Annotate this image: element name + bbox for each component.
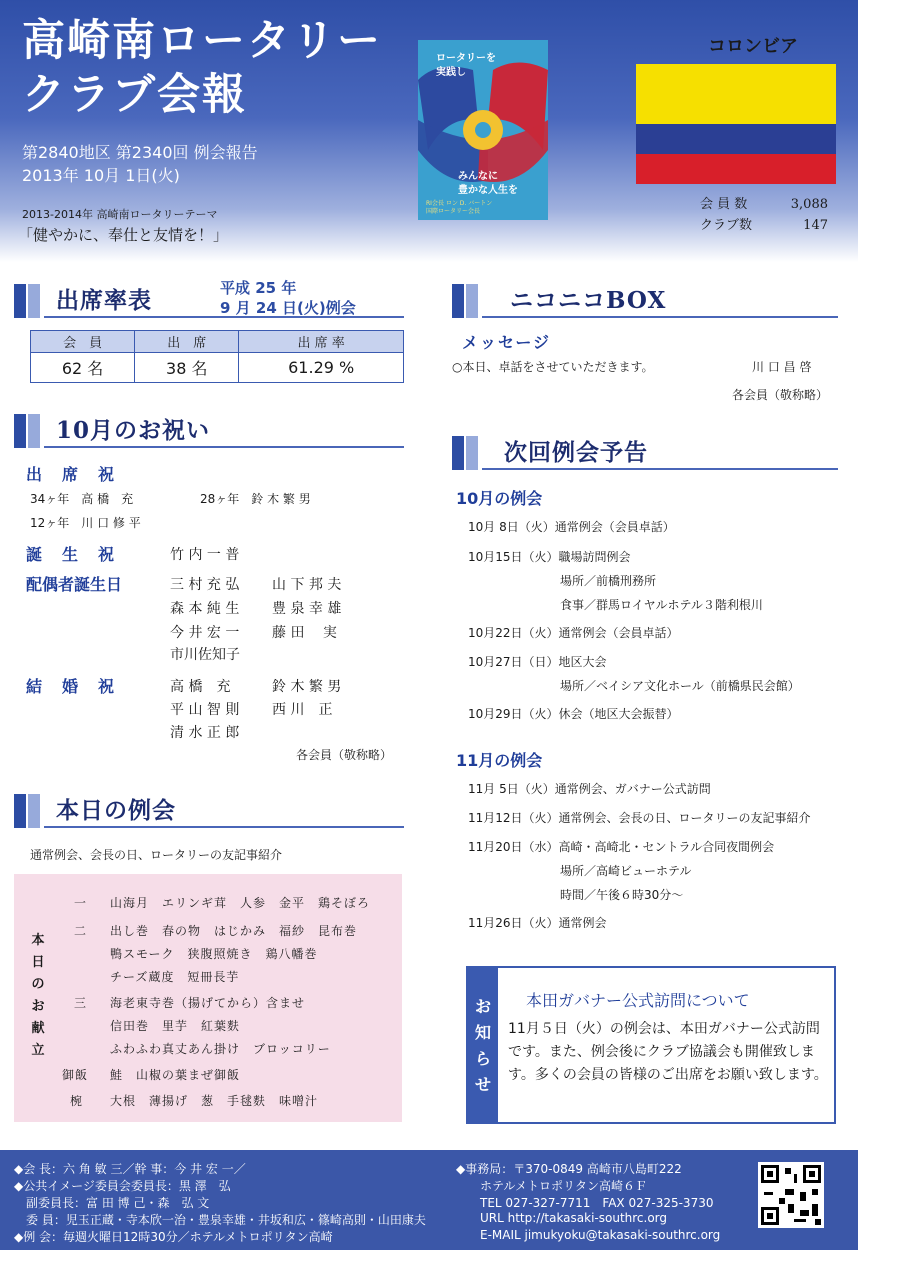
wedding-name: 西 川 正 [272,702,333,718]
niko-heading: ニコニコBOX [510,287,667,314]
footer-officers: ◆会 長：六 角 敏 三／幹 事：今 井 宏 一／ [14,1162,246,1176]
niko-section-header [452,284,838,318]
schedule-item: 10月27日（日）地区大会 [468,655,607,669]
niko-message-name: 川 口 昌 啓 [752,360,812,374]
celebration-row: 28ヶ年 鈴 木 繁 男 [200,492,311,506]
spouse-name: 森 本 純 生 [170,601,240,617]
wedding-label: 結 婚 祝 [26,677,117,696]
attendance-date: 平成 25 年 9 月 24 日(火)例会 [220,279,356,317]
spouse-name: 豊 泉 幸 雄 [272,601,342,617]
table-header-row [31,331,404,353]
notice-body: 11月５日（火）の例会は、本田ガバナー公式訪問です。また、例会後にクラブ協議会も開催致します。多くの会員の皆様のご出席をお願い致します。 [508,1021,828,1083]
schedule-item: 11月12日（火）通常例会、会長の日、ロータリーの友記事紹介 [468,811,811,825]
poster-bottom-text: みんなに 豊かな人生を [458,171,518,196]
footer-office-address: ◆事務局：〒370-0849 高崎市八島町222 [456,1162,682,1176]
menu-number: 三 [74,996,88,1010]
poster-top-text: ロータリーを 実践し [436,53,496,78]
menu-line: 出し巻 春の物 はじかみ 福紗 昆布巻 [110,924,358,938]
value-attended: 38 名 [135,353,239,383]
wedding-name: 平 山 智 則 [170,702,240,718]
niko-closing: 各会員（敬称略） [732,388,829,402]
schedule-item: 10月22日（火）通常例会（会員卓話） [468,626,679,640]
schedule-item: 11月20日（水）高崎・高崎北・セントラル合同夜間例会 [468,840,775,854]
celebration-heading: 10月のお祝い [56,417,211,444]
footer-office-building: ホテルメトロポリタン高崎６Ｆ [480,1179,648,1193]
table-row [31,353,404,383]
title-line-2: クラブ会報 [22,70,247,120]
celebration-section-header [14,414,404,448]
header-rate: 出 席 率 [239,331,404,353]
next-heading: 次回例会予告 [504,439,648,466]
poster-foot-text: RI会長 ロン D. バートン 国際ロータリー会長 [426,200,493,215]
spouse-name: 今 井 宏 一 [170,625,240,641]
header-attended: 出 席 [135,331,239,353]
celebration-row: 34ヶ年 高 橋 充 [30,492,134,506]
schedule-item: 10月29日（火）休会（地区大会振替） [468,707,679,721]
footer-url[interactable]: URL http://takasaki-southrc.org [480,1211,668,1225]
menu-number: 一 [74,896,88,910]
spouse-name: 市川佐知子 [170,647,240,663]
spouse-name: 三 村 充 弘 [170,577,240,593]
menu-line: ふわふわ真丈あん掛け ブロッコリー [110,1042,331,1056]
attendance-table [30,330,404,383]
theme-text: 「健やかに、奉仕と友情を！」 [18,226,229,244]
value-members: 62 名 [31,353,135,383]
menu-number: 御飯 [62,1068,89,1082]
menu-line: チーズ蔵度 短冊長芋 [110,970,240,984]
country-name: コロンビア [708,36,798,57]
next-section-header [452,436,838,470]
spouse-name: 山 下 邦 夫 [272,577,342,593]
notice-box [466,966,836,1124]
value-rate: 61.29 % [239,353,404,383]
today-section-header [14,794,404,828]
spouse-birthday-label: 配偶者誕生日 [26,575,123,594]
qr-code-icon[interactable] [758,1162,824,1228]
footer-email[interactable]: E-MAIL jimukyoku@takasaki-southrc.org [480,1228,721,1242]
attendance-heading: 出席率表 [56,287,152,314]
menu-number: 二 [74,924,88,938]
celebration-closing: 各会員（敬称略） [296,748,393,762]
schedule-detail: 場所／前橋刑務所 [560,574,657,588]
menu-number: 椀 [70,1094,84,1108]
birthday-label: 誕 生 祝 [26,545,117,564]
schedule-item: 11月 5日（火）通常例会、ガバナー公式訪問 [468,782,711,796]
today-heading: 本日の例会 [56,797,176,824]
schedule-detail: 場所／高崎ビューホテル [560,864,692,878]
birthday-name: 竹 内 一 普 [170,547,240,563]
clubs-row: クラブ数 147 [700,218,828,233]
message-label: メッセージ [462,333,552,352]
schedule-detail: 食事／群馬ロイヤルホテル３階利根川 [560,598,763,612]
title-line-1: 高崎南ロータリー [22,16,382,66]
menu-title: 本日のお献立 [31,933,45,1058]
footer-committee-chair: ◆公共イメージ委員会委員長：黒 澤 弘 [14,1179,231,1193]
colombia-flag-icon [636,64,836,184]
schedule-item: 10月15日（火）職場訪問例会 [468,550,631,564]
wedding-name: 高 橋 充 [170,679,231,695]
october-label: 10月の例会 [456,489,543,508]
attendance-celebration-label: 出 席 祝 [26,465,117,484]
niko-message: ○本日、卓話をさせていただきます。 [452,360,654,374]
menu-line: 信田巻 里芋 紅葉麩 [110,1019,241,1033]
schedule-detail: 時間／午後６時30分～ [560,888,684,902]
wedding-name: 鈴 木 繁 男 [272,679,342,695]
members-row: 会 員 数 3,088 [700,197,828,212]
november-label: 11月の例会 [456,751,543,770]
schedule-item: 11月26日（火）通常例会 [468,916,607,930]
menu-line: 海老東寺巻（揚げてから）含ませ [110,996,306,1010]
newsletter-title [22,14,382,122]
footer-phone: TEL 027-327-7711 FAX 027-325-3730 [480,1196,714,1210]
schedule-detail: 場所／ベイシア文化ホール（前橋県民会館） [560,679,800,693]
notice-title: 本田ガバナー公式訪問について [526,991,750,1010]
meeting-number: 第2840地区 第2340回 例会報告 [22,143,258,162]
celebration-row: 12ヶ年 川 口 修 平 [30,516,141,530]
menu-line: 山海月 エリンギ茸 人参 金平 鶏そぼろ [110,896,371,910]
spouse-name: 藤 田 実 [272,625,337,641]
menu-line: 鮭 山椒の葉まぜ御飯 [110,1068,241,1082]
wedding-name: 清 水 正 郎 [170,725,240,741]
header-members: 会 員 [31,331,135,353]
rotary-theme-poster [418,40,548,220]
footer-meeting-info: ◆例 会：毎週火曜日12時30分／ホテルメトロポリタン高崎 [14,1230,333,1244]
footer-vice-chair: 副委員長：富 田 博 己・森 弘 文 [26,1196,210,1210]
notice-side-label: お知らせ [475,997,492,1094]
menu-line: 鴨スモーク 狭腹照焼き 鶏八幡巻 [110,947,318,961]
theme-label: 2013-2014年 高崎南ロータリーテーマ [22,208,218,221]
menu-line: 大根 薄揚げ 葱 手毬麩 味噌汁 [110,1094,319,1108]
meeting-date: 2013年 10月 1日(火) [22,166,180,185]
schedule-item: 10月 8日（火）通常例会（会員卓話） [468,520,675,534]
country-stats [700,194,828,236]
footer-committee-members: 委 員：児玉正蔵・寺本欣一治・豊泉幸雄・井坂和広・篠崎高則・山田康夫 [26,1213,426,1227]
today-summary: 通常例会、会長の日、ロータリーの友記事紹介 [30,848,283,862]
